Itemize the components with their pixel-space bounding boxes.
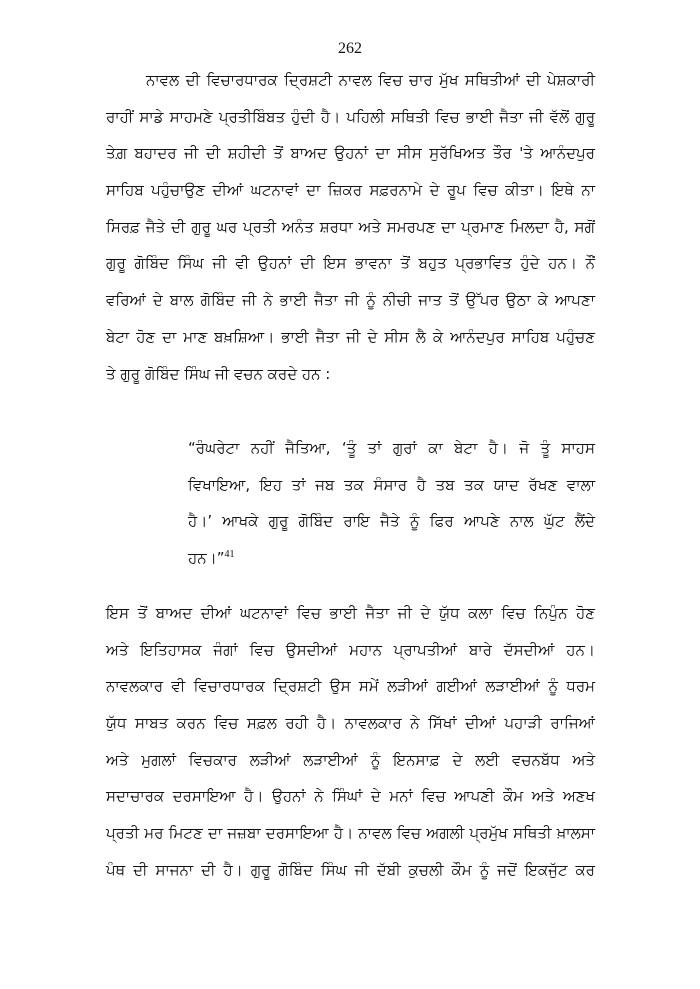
text-line: ਪ੍ਰਤੀ ਮਰ ਮਿਟਣ ਦਾ ਜਜ਼ਬਾ ਦਰਸਾਇਆ ਹੈ। ਨਾਵਲ ਵਿਚ ਅਗਲੀ ਪ੍ਰਮੁੱਖ ਸਥਿਤੀ ਖ਼ਾਲਸਾ — [106, 824, 595, 843]
quote-line: “ਰੰਘਰੇਟਾ ਨਹੀਂ ਜੈਤਿਆ, ‘ਤੂੰ ਤਾਂ ਗੁਰਾਂ ਕਾ ਬੇਟਾ ਹੈ। ਜੋ ਤੂੰ ਸਾਹਸ — [188, 439, 595, 457]
text-line: ਅਤੇ ਮੁਗਲਾਂ ਵਿਚਕਾਰ ਲੜੀਆਂ ਲੜਾਈਆਂ ਨੂੰ ਇਨਸਾਫ਼ ਦੇ ਲਈ ਵਚਨਬੱਧ ਅਤੇ — [106, 750, 595, 769]
text-line: ਸਦਾਚਾਰਕ ਦਰਸਾਇਆ ਹੈ। ਉਹਨਾਂ ਨੇ ਸਿੰਘਾਂ ਦੇ ਮਨਾਂ ਵਿਚ ਆਪਣੀ ਕੌਮ ਅਤੇ ਅਣਖ — [106, 787, 595, 806]
text-line: ਨਾਵਲ ਦੀ ਵਿਚਾਰਧਾਰਕ ਦ੍ਰਿਸ਼ਟੀ ਨਾਵਲ ਵਿਚ ਚਾਰ ਮੁੱਖ ਸਥਿਤੀਆਂ ਦੀ ਪੇਸ਼ਕਾਰੀ — [146, 71, 595, 89]
quote-line — [188, 540, 595, 577]
text-line: ਨਾਵਲਕਾਰ ਵੀ ਵਿਚਾਰਧਾਰਕ ਦ੍ਰਿਸ਼ਟੀ ਉਸ ਸਮੇਂ ਲੜੀਆਂ ਗਈਆਂ ਲੜਾਈਆਂ ਨੂੰ ਧਰਮ — [106, 677, 595, 696]
text-line: ਤੇ ਗੁਰੂ ਗੋਬਿੰਦ ਸਿੰਘ ਜੀ ਵਚਨ ਕਰਦੇ ਹਨ : — [106, 364, 331, 383]
quote-last-text: ਹਨ।” — [188, 549, 225, 568]
text-line: ਅਤੇ ਇਤਿਹਾਸਕ ਜੰਗਾਂ ਵਿਚ ਉਸਦੀਆਂ ਮਹਾਨ ਪ੍ਰਾਪਤੀਆਂ ਬਾਰੇ ਦੱਸਦੀਆਂ ਹਨ। — [106, 640, 595, 659]
text-line: ਸਿਰਫ਼ ਜੈਤੇ ਦੀ ਗੁਰੂ ਘਰ ਪ੍ਰਤੀ ਅਨੰਤ ਸ਼ਰਧਾ ਅਤੇ ਸਮਰਪਣ ਦਾ ਪ੍ਰਮਾਣ ਮਿਲਦਾ ਹੈ, ਸਗੋਂ — [106, 217, 595, 236]
text-line: ਸਾਹਿਬ ਪਹੁੰਚਾਉਣ ਦੀਆਂ ਘਟਨਾਵਾਂ ਦਾ ਜ਼ਿਕਰ ਸਫ਼ਰਨਾਮੇ ਦੇ ਰੂਪ ਵਿਚ ਕੀਤਾ। ਇਥੇ ਨਾ — [106, 181, 595, 200]
quote-line: ਹੈ।’ ਆਖਕੇ ਗੁਰੂ ਗੋਬਿੰਦ ਰਾਇ ਜੈਤੇ ਨੂੰ ਫਿਰ ਆਪਣੇ ਨਾਲ ਘੁੱਟ ਲੈਂਦੇ — [188, 512, 595, 531]
page-number: 262 — [338, 40, 362, 57]
text-line: ਯੁੱਧ ਸਾਬਤ ਕਰਨ ਵਿਚ ਸਫ਼ਲ ਰਹੀ ਹੈ। ਨਾਵਲਕਾਰ ਨੇ ਸਿੱਖਾਂ ਦੀਆਂ ਪਹਾੜੀ ਰਾਜਿਆਂ — [106, 714, 595, 733]
text-line: ਤੇਗ਼ ਬਹਾਦਰ ਜੀ ਦੀ ਸ਼ਹੀਦੀ ਤੋਂ ਬਾਅਦ ਉਹਨਾਂ ਦਾ ਸੀਸ ਸੁਰੱਖਿਅਤ ਤੌਰ 'ਤੇ ਆਨੰਦਪੁਰ — [106, 144, 595, 163]
text-line: ਬੇਟਾ ਹੋਣ ਦਾ ਮਾਣ ਬਖ਼ਸ਼ਿਆ। ਭਾਈ ਜੈਤਾ ਜੀ ਦੇ ਸੀਸ ਲੈ ਕੇ ਆਨੰਦਪੁਰ ਸਾਹਿਬ ਪਹੁੰਚਣ — [106, 327, 595, 346]
footnote-marker: 41 — [224, 549, 235, 561]
paragraph-1 — [106, 62, 595, 392]
block-quote — [188, 430, 595, 577]
text-line: ਪੰਥ ਦੀ ਸਾਜਨਾ ਦੀ ਹੈ। ਗੁਰੂ ਗੋਬਿੰਦ ਸਿੰਘ ਜੀ ਦੱਬੀ ਕੁਚਲੀ ਕੌਮ ਨੂੰ ਜਦੋਂ ਇਕਜੁੱਟ ਕਰ — [106, 860, 595, 879]
quote-line: ਵਿਖਾਇਆ, ਇਹ ਤਾਂ ਜਬ ਤਕ ਸੰਸਾਰ ਹੈ ਤਬ ਤਕ ਯਾਦ ਰੱਖਣ ਵਾਲਾ — [188, 475, 595, 494]
text-line: ਰਾਹੀਂ ਸਾਡੇ ਸਾਹਮਣੇ ਪ੍ਰਤੀਬਿੰਬਤ ਹੁੰਦੀ ਹੈ। ਪਹਿਲੀ ਸਥਿਤੀ ਵਿਚ ਭਾਈ ਜੈਤਾ ਜੀ ਵੱਲੋਂ ਗੁਰੂ — [106, 107, 595, 126]
text-line: ਵਰਿਆਂ ਦੇ ਬਾਲ ਗੋਬਿੰਦ ਜੀ ਨੇ ਭਾਈ ਜੈਤਾ ਜੀ ਨੂੰ ਨੀਚੀ ਜਾਤ ਤੋਂ ਉੱਪਰ ਉਠਾ ਕੇ ਆਪਣਾ — [106, 291, 595, 310]
paragraph-2 — [106, 595, 595, 889]
text-line: ਗੁਰੂ ਗੋਬਿੰਦ ਸਿੰਘ ਜੀ ਵੀ ਉਹਨਾਂ ਦੀ ਇਸ ਭਾਵਨਾ ਤੋਂ ਬਹੁਤ ਪ੍ਰਭਾਵਿਤ ਹੁੰਦੇ ਹਨ। ਨੌਂ — [106, 254, 595, 273]
text-line: ਇਸ ਤੋਂ ਬਾਅਦ ਦੀਆਂ ਘਟਨਾਵਾਂ ਵਿਚ ਭਾਈ ਜੈਤਾ ਜੀ ਦੇ ਯੁੱਧ ਕਲਾ ਵਿਚ ਨਿਪੁੰਨ ਹੋਣ — [106, 604, 595, 622]
